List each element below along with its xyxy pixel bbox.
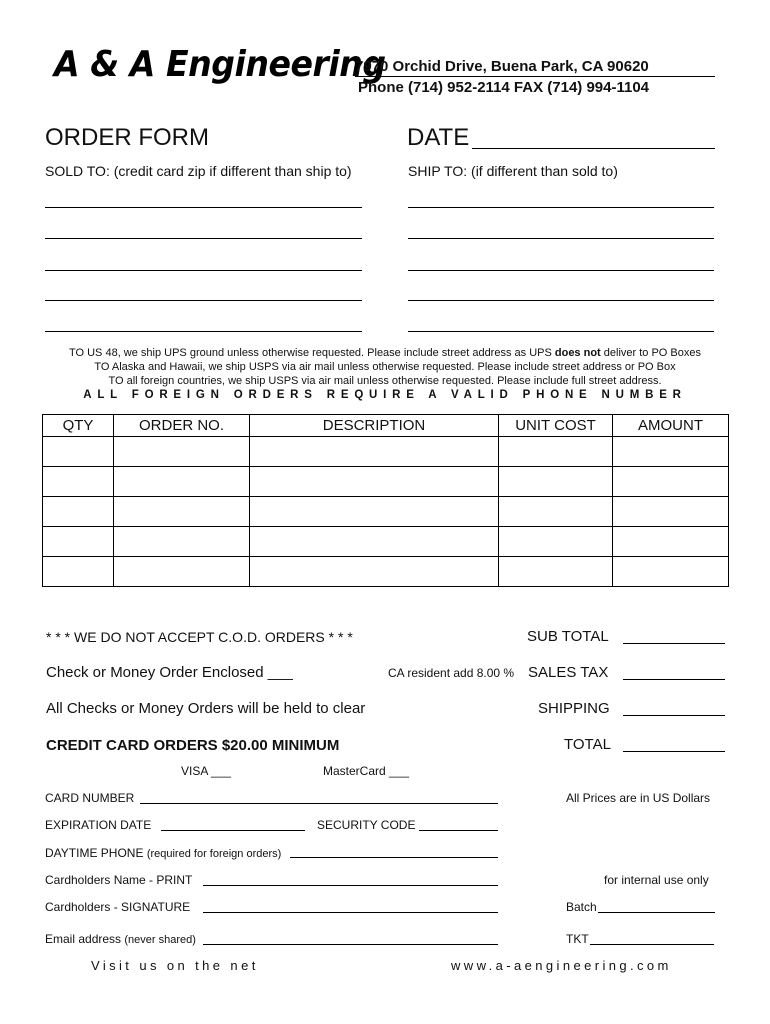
column-header-qty: QTY bbox=[43, 415, 114, 437]
description-cell[interactable] bbox=[250, 437, 499, 467]
sold-to-line-1[interactable] bbox=[45, 207, 362, 208]
order-no-cell[interactable] bbox=[114, 527, 250, 557]
qty-cell[interactable] bbox=[43, 527, 114, 557]
company-address: 7970 Orchid Drive, Buena Park, CA 90620 bbox=[355, 58, 649, 75]
shipping-field[interactable] bbox=[623, 715, 725, 716]
subtotal-field[interactable] bbox=[623, 643, 725, 644]
website-link[interactable]: www.a-aengineering.com bbox=[451, 958, 672, 973]
description-cell[interactable] bbox=[250, 467, 499, 497]
order-no-cell[interactable] bbox=[114, 467, 250, 497]
date-field[interactable] bbox=[472, 148, 715, 149]
ship-to-line-1[interactable] bbox=[408, 207, 714, 208]
total-field[interactable] bbox=[623, 751, 725, 752]
total-label: TOTAL bbox=[564, 736, 611, 753]
daytime-phone-label bbox=[45, 846, 281, 860]
ship-to-label: SHIP TO: (if different than sold to) bbox=[408, 163, 618, 179]
sales-tax-field[interactable] bbox=[623, 679, 725, 680]
table-row bbox=[43, 437, 729, 467]
column-header-unit-cost: UNIT COST bbox=[499, 415, 613, 437]
qty-cell[interactable] bbox=[43, 497, 114, 527]
amount-cell[interactable] bbox=[613, 527, 729, 557]
daytime-phone-field[interactable] bbox=[290, 857, 498, 858]
order-no-cell[interactable] bbox=[114, 557, 250, 587]
visit-us-text: Visit us on the net bbox=[91, 958, 259, 973]
unit-cost-cell[interactable] bbox=[499, 557, 613, 587]
qty-cell[interactable] bbox=[43, 467, 114, 497]
qty-cell[interactable] bbox=[43, 557, 114, 587]
expiration-field[interactable] bbox=[161, 830, 305, 831]
ship-to-line-5[interactable] bbox=[408, 331, 714, 332]
sold-to-line-2[interactable] bbox=[45, 238, 362, 239]
foreign-phone-requirement: ALL FOREIGN ORDERS REQUIRE A VALID PHONE NUMBER bbox=[83, 389, 687, 401]
subtotal-label: SUB TOTAL bbox=[527, 628, 609, 645]
email-label bbox=[45, 932, 196, 946]
table-row bbox=[43, 557, 729, 587]
email-text: Email address bbox=[45, 932, 122, 946]
expiration-label: EXPIRATION DATE bbox=[45, 818, 152, 832]
notice-text: deliver to PO Boxes bbox=[600, 347, 701, 359]
signature-field[interactable] bbox=[203, 912, 498, 913]
shipping-notice-ak-hi: TO Alaska and Hawaii, we ship USPS via air mail unless otherwise requested. Please include street address or PO Box bbox=[94, 361, 676, 373]
batch-field[interactable] bbox=[598, 912, 715, 913]
ship-to-line-2[interactable] bbox=[408, 238, 714, 239]
cc-minimum-notice: CREDIT CARD ORDERS $20.00 MINIMUM bbox=[46, 737, 340, 754]
cardholder-name-field[interactable] bbox=[203, 885, 498, 886]
mastercard-option[interactable]: MasterCard ___ bbox=[323, 764, 410, 778]
table-header-row bbox=[43, 415, 729, 437]
column-header-order-no: ORDER NO. bbox=[114, 415, 250, 437]
daytime-phone-note: (required for foreign orders) bbox=[146, 848, 282, 860]
shipping-notice-foreign: TO all foreign countries, we ship USPS via air mail unless otherwise requested. Please include full street address. bbox=[108, 375, 662, 387]
signature-label: Cardholders - SIGNATURE bbox=[45, 900, 191, 914]
security-code-field[interactable] bbox=[419, 830, 498, 831]
unit-cost-cell[interactable] bbox=[499, 467, 613, 497]
ca-resident-note: CA resident add 8.00 % bbox=[388, 666, 515, 680]
amount-cell[interactable] bbox=[613, 467, 729, 497]
qty-cell[interactable] bbox=[43, 437, 114, 467]
address-divider bbox=[355, 76, 715, 77]
form-title: ORDER FORM bbox=[45, 124, 209, 151]
visa-option[interactable]: VISA ___ bbox=[181, 764, 232, 778]
company-logo: A & A Engineering bbox=[54, 44, 386, 85]
sales-tax-label: SALES TAX bbox=[528, 664, 609, 681]
ship-to-line-3[interactable] bbox=[408, 270, 714, 271]
no-cod-notice: * * * WE DO NOT ACCEPT C.O.D. ORDERS * * * bbox=[46, 629, 353, 645]
order-items-table bbox=[42, 414, 729, 587]
date-label: DATE bbox=[407, 124, 470, 151]
sold-to-line-4[interactable] bbox=[45, 300, 362, 301]
checks-held-notice: All Checks or Money Orders will be held to clear bbox=[46, 700, 366, 717]
sold-to-line-5[interactable] bbox=[45, 331, 362, 332]
company-phone-fax: Phone (714) 952-2114 FAX (714) 994-1104 bbox=[358, 79, 650, 96]
shipping-notice-us48 bbox=[30, 347, 740, 359]
card-number-field[interactable] bbox=[140, 803, 498, 804]
notice-text: TO US 48, we ship UPS ground unless otherwise requested. Please include street address as UPS bbox=[68, 347, 555, 359]
column-header-description: DESCRIPTION bbox=[250, 415, 499, 437]
description-cell[interactable] bbox=[250, 497, 499, 527]
security-code-label: SECURITY CODE bbox=[317, 818, 416, 832]
notice-emphasis: does not bbox=[554, 347, 601, 359]
unit-cost-cell[interactable] bbox=[499, 527, 613, 557]
order-no-cell[interactable] bbox=[114, 497, 250, 527]
table-row bbox=[43, 497, 729, 527]
unit-cost-cell[interactable] bbox=[499, 497, 613, 527]
unit-cost-cell[interactable] bbox=[499, 437, 613, 467]
description-cell[interactable] bbox=[250, 527, 499, 557]
sold-to-label: SOLD TO: (credit card zip if different than ship to) bbox=[45, 163, 352, 179]
order-no-cell[interactable] bbox=[114, 437, 250, 467]
prices-currency-note: All Prices are in US Dollars bbox=[566, 791, 711, 805]
sold-to-line-3[interactable] bbox=[45, 270, 362, 271]
cardholder-name-label: Cardholders Name - PRINT bbox=[45, 873, 193, 887]
amount-cell[interactable] bbox=[613, 437, 729, 467]
ship-to-line-4[interactable] bbox=[408, 300, 714, 301]
tkt-field[interactable] bbox=[590, 944, 714, 945]
internal-use-note: for internal use only bbox=[604, 873, 709, 887]
email-field[interactable] bbox=[203, 944, 498, 945]
amount-cell[interactable] bbox=[613, 557, 729, 587]
daytime-phone-text: DAYTIME PHONE bbox=[45, 846, 144, 860]
card-number-label: CARD NUMBER bbox=[45, 791, 135, 805]
tkt-label: TKT bbox=[566, 932, 589, 946]
check-enclosed-label[interactable]: Check or Money Order Enclosed ___ bbox=[46, 664, 293, 681]
column-header-amount: AMOUNT bbox=[613, 415, 729, 437]
email-note: (never shared) bbox=[124, 934, 196, 946]
batch-label: Batch bbox=[566, 900, 597, 914]
table-row bbox=[43, 527, 729, 557]
amount-cell[interactable] bbox=[613, 497, 729, 527]
table-row bbox=[43, 467, 729, 497]
description-cell[interactable] bbox=[250, 557, 499, 587]
shipping-label: SHIPPING bbox=[538, 700, 610, 717]
